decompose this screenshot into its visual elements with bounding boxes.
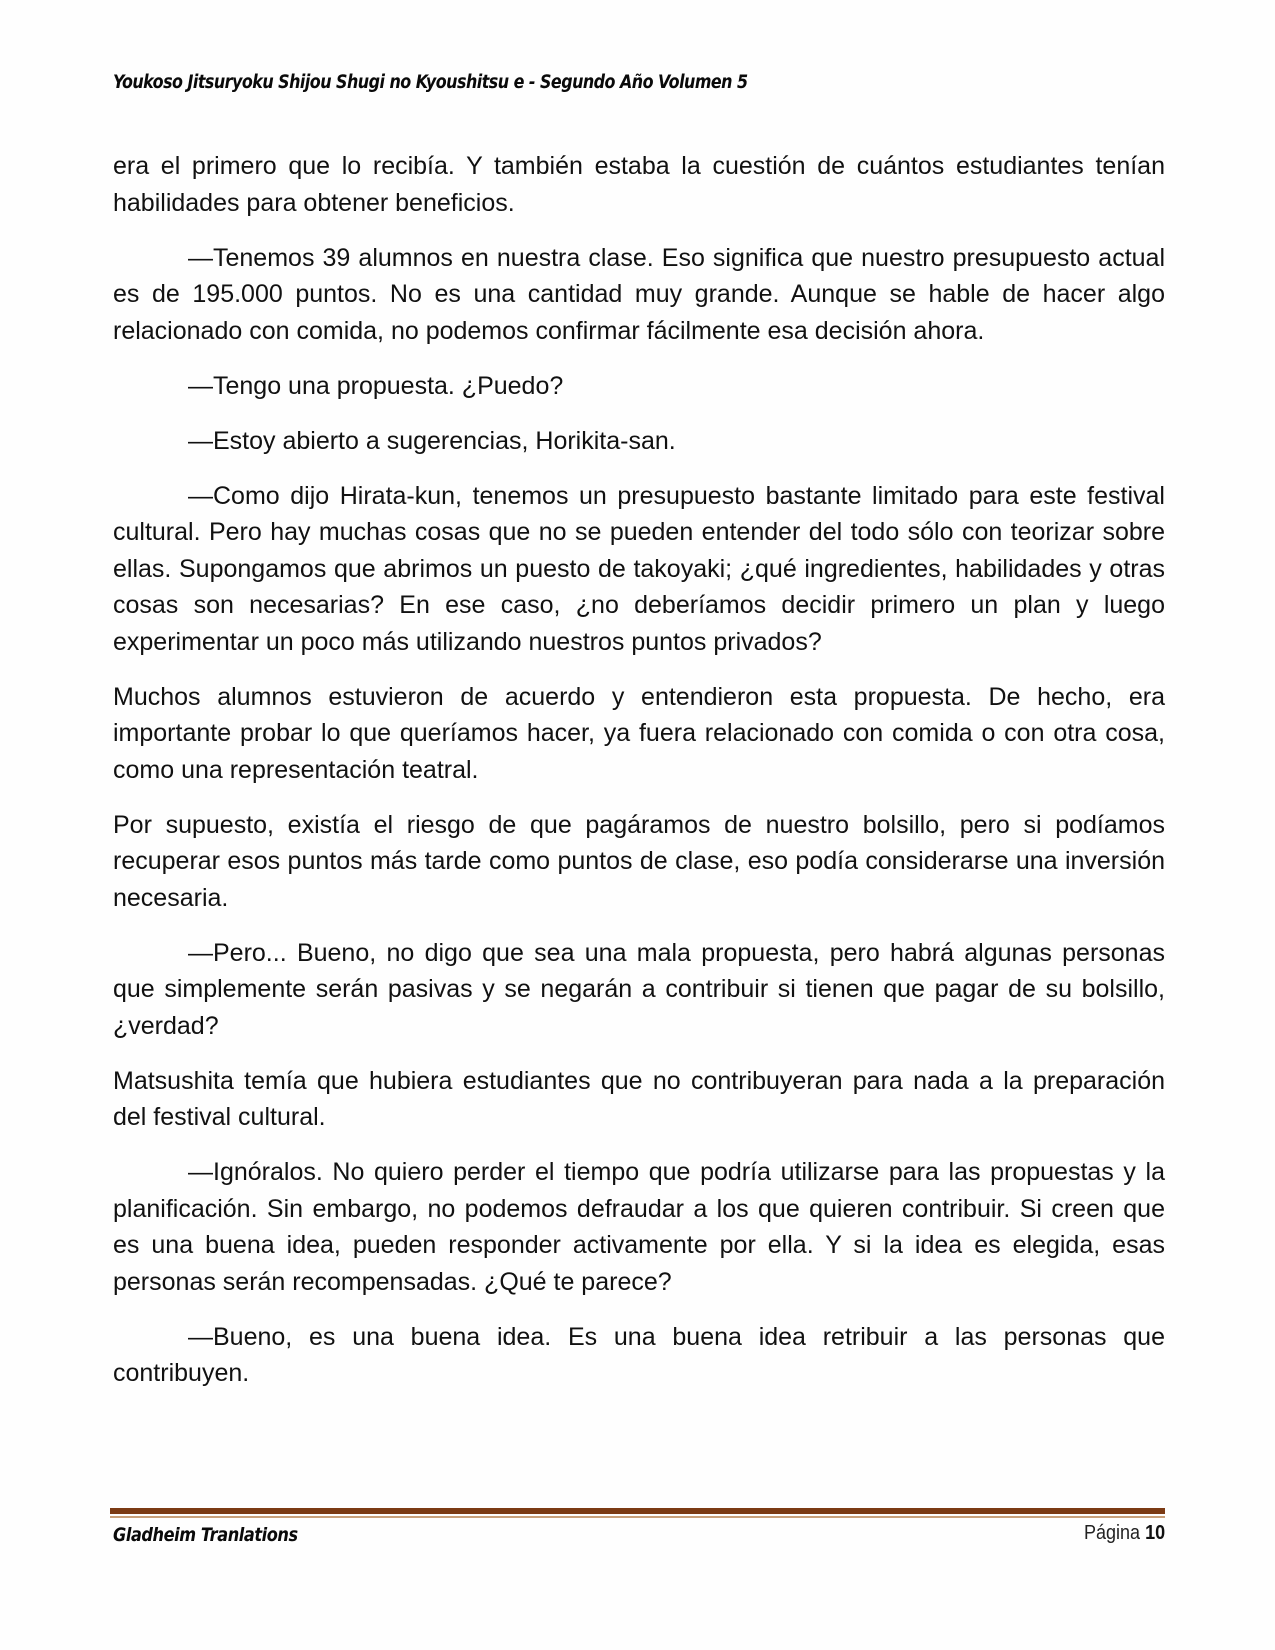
paragraph: —Pero... Bueno, no digo que sea una mala propuesta, pero habrá algunas personas que simplemente serán pasivas y se negarán a contribuir si tienen que pagar de su bolsillo, ¿verdad?	[113, 938, 1165, 1040]
page-label: Página	[1083, 1522, 1140, 1544]
footer-rule	[110, 1508, 1165, 1518]
paragraph: —Tenemos 39 alumnos en nuestra clase. Eso significa que nuestro presupuesto actual es de 195.000 puntos. No es una cantidad muy grande. Aunque se hable de hacer algo relacionado con comida, no podemos confirmar fácilmente esa decisión ahora.	[113, 243, 1165, 345]
paragraph: —Ignóralos. No quiero perder el tiempo que podría utilizarse para las propuestas y la planificación. Sin embargo, no podemos defraudar a los que quieren contribuir. Si creen que es una buena idea, pueden responder activamente por ella. Y si la idea es elegida, esas personas serán recompensadas. ¿Qué te parece?	[113, 1158, 1165, 1296]
paragraph: Muchos alumnos estuvieron de acuerdo y entendieron esta propuesta. De hecho, era importante probar lo que queríamos hacer, ya fuera relacionado con comida o con otra cosa, como una representación teatral.	[113, 682, 1165, 784]
paragraph: —Tengo una propuesta. ¿Puedo?	[188, 371, 564, 400]
paragraph: era el primero que lo recibía. Y también estaba la cuestión de cuántos estudiantes tenían habilidades para obtener beneficios.	[113, 152, 1165, 217]
paragraph: —Como dijo Hirata-kun, tenemos un presupuesto bastante limitado para este festival cultural. Pero hay muchas cosas que no se pueden entender del todo sólo con teorizar sobre ellas. Supongamos que abrimos un puesto de takoyaki; ¿qué ingredientes, habilidades y otras cosas son necesarias? En ese caso, ¿no deberíamos decidir primero un plan y luego experimentar un poco más utilizando nuestros puntos privados?	[113, 481, 1165, 656]
footer-credit: Gladheim Tranlations	[113, 1524, 298, 1546]
paragraph: —Bueno, es una buena idea. Es una buena idea retribuir a las personas que contribuyen.	[113, 1322, 1165, 1387]
footer-rule-thin	[110, 1516, 1165, 1518]
footer-rule-thick	[110, 1508, 1165, 1514]
page-number	[1084, 1522, 1165, 1545]
paragraph: Matsushita temía que hubiera estudiantes que no contribuyeran para nada a la preparación del festival cultural.	[113, 1066, 1165, 1131]
paragraph: Por supuesto, existía el riesgo de que pagáramos de nuestro bolsillo, pero si podíamos recuperar esos puntos más tarde como puntos de clase, eso podía considerarse una inversión necesaria.	[113, 810, 1165, 912]
running-header: Youkoso Jitsuryoku Shijou Shugi no Kyoushitsu e - Segundo Año Volumen 5	[113, 72, 748, 93]
page-number-value: 10	[1144, 1522, 1165, 1544]
body-text	[113, 148, 1165, 1410]
paragraph: —Estoy abierto a sugerencias, Horikita-san.	[188, 426, 676, 455]
